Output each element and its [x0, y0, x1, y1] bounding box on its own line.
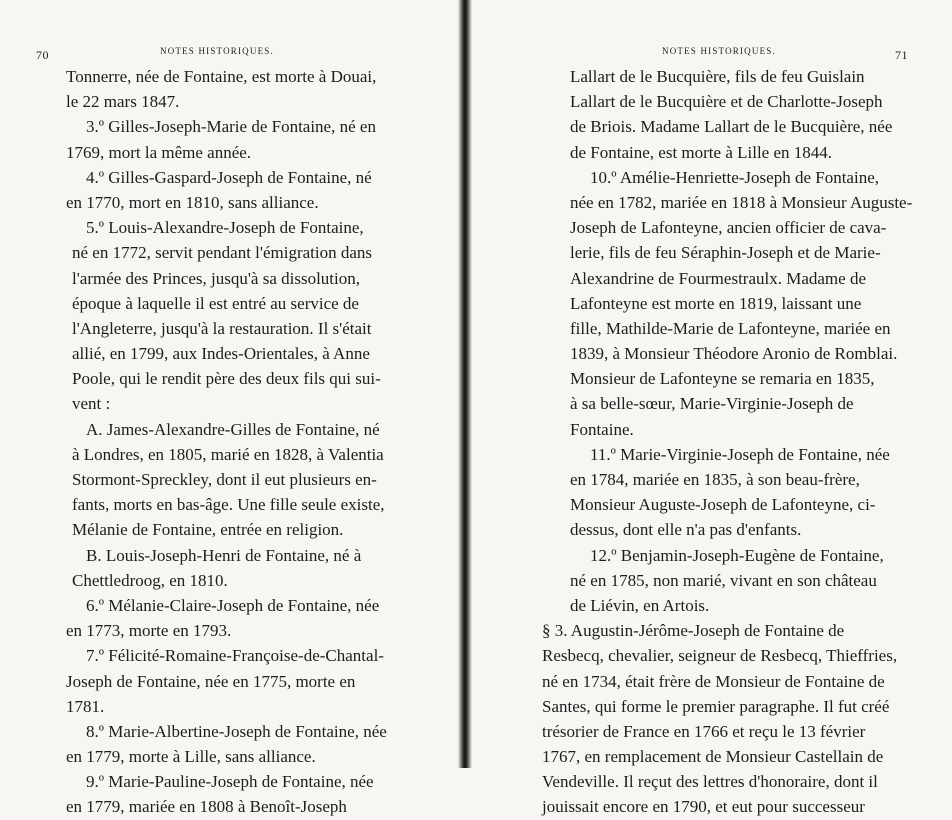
- text-line: Fontaine.: [570, 419, 634, 439]
- text-line: 1781.: [66, 696, 105, 716]
- text-line: 5.º Louis-Alexandre-Joseph de Fontaine,: [86, 218, 364, 238]
- text-line: Lafonteyne est morte en 1819, laissant une: [570, 293, 862, 313]
- right-page: [470, 0, 952, 817]
- running-head: NOTES HISTORIQUES.: [662, 46, 776, 56]
- text-line: 12.º Benjamin-Joseph-Eugène de Fontaine,: [590, 545, 884, 565]
- text-line: 4.º Gilles-Gaspard-Joseph de Fontaine, né: [86, 167, 372, 187]
- text-line: B. Louis-Joseph-Henri de Fontaine, né à: [86, 545, 362, 565]
- text-line: 1767, en remplacement de Monsieur Castellain de: [542, 747, 884, 767]
- text-line: trésorier de France en 1766 et reçu le 13 février: [542, 721, 866, 741]
- text-line: fille, Mathilde-Marie de Lafonteyne, mariée en: [570, 318, 891, 338]
- text-line: Lallart de le Bucquière, fils de feu Guislain: [570, 67, 865, 86]
- text-line: allié, en 1799, aux Indes-Orientales, à Anne: [72, 344, 370, 364]
- text-line: en 1770, mort en 1810, sans alliance.: [66, 192, 319, 212]
- text-line: né en 1734, était frère de Monsieur de Fontaine de: [542, 671, 885, 691]
- text-line: Santes, qui forme le premier paragraphe. Il fut créé: [542, 696, 890, 716]
- text-line: en 1784, mariée en 1835, à son beau-frère,: [570, 470, 860, 489]
- text-line: de Fontaine, est morte à Lille en 1844.: [570, 142, 833, 162]
- text-line: Vendeville. Il reçut des lettres d'honoraire, dont il: [542, 772, 878, 792]
- text-block: [542, 64, 913, 820]
- text-line: 11.º Marie-Virginie-Joseph de Fontaine, née: [590, 444, 890, 464]
- text-line: 8.º Marie-Albertine-Joseph de Fontaine, née: [86, 721, 387, 741]
- text-line: jouissait encore en 1790, et eut pour successeur: [542, 797, 865, 817]
- text-line: Tonnerre, née de Fontaine, est morte à Douai,: [66, 67, 377, 86]
- text-line: à sa belle-sœur, Marie-Virginie-Joseph de: [570, 394, 854, 414]
- text-line: Stormont-Spreckley, dont il eut plusieurs en-: [72, 470, 377, 489]
- text-line: époque à laquelle il est entré au service de: [72, 293, 359, 313]
- text-line: fants, morts en bas-âge. Une fille seule existe,: [72, 495, 385, 515]
- left-page: [0, 0, 462, 817]
- text-line: de Briois. Madame Lallart de le Bucquière, née: [570, 117, 893, 137]
- text-block: [66, 64, 387, 820]
- text-line: à Londres, en 1805, marié en 1828, à Valentia: [72, 444, 384, 464]
- text-line: née en 1782, mariée en 1818 à Monsieur Auguste-: [570, 192, 913, 212]
- text-line: Joseph de Fontaine, née en 1775, morte en: [66, 671, 356, 691]
- running-head: NOTES HISTORIQUES.: [160, 46, 274, 56]
- text-line: de Liévin, en Artois.: [570, 595, 710, 615]
- text-line: né en 1772, servit pendant l'émigration dans: [72, 243, 373, 263]
- text-line: A. James-Alexandre-Gilles de Fontaine, né: [86, 419, 380, 439]
- text-line: Lallart de le Bucquière et de Charlotte-Joseph: [570, 92, 883, 112]
- page-number: 71: [895, 48, 908, 62]
- text-line: 1769, mort la même année.: [66, 142, 252, 162]
- text-line: 6.º Mélanie-Claire-Joseph de Fontaine, née: [86, 595, 380, 615]
- text-line: en 1779, mariée en 1808 à Benoît-Joseph: [66, 797, 347, 817]
- text-line: le 22 mars 1847.: [66, 92, 180, 112]
- text-line: Mélanie de Fontaine, entrée en religion.: [72, 520, 344, 540]
- text-line: 3.º Gilles-Joseph-Marie de Fontaine, né en: [86, 117, 376, 137]
- text-line: lerie, fils de feu Séraphin-Joseph et de Marie-: [570, 243, 881, 263]
- text-line: Resbecq, chevalier, seigneur de Resbecq, Thieffries,: [542, 646, 898, 666]
- text-line: Joseph de Lafonteyne, ancien officier de cava-: [570, 218, 887, 238]
- text-line: né en 1785, non marié, vivant en son château: [570, 570, 877, 590]
- text-line: l'armée des Princes, jusqu'à sa dissolution,: [72, 268, 360, 288]
- text-line: en 1773, morte en 1793.: [66, 621, 232, 641]
- text-line: Monsieur Auguste-Joseph de Lafonteyne, ci-: [570, 495, 876, 515]
- text-line: vent :: [72, 394, 111, 414]
- text-line: Alexandrine de Fourmestraulx. Madame de: [570, 268, 866, 288]
- text-line: en 1779, morte à Lille, sans alliance.: [66, 747, 316, 767]
- text-line: 7.º Félicité-Romaine-Françoise-de-Chantal-: [86, 646, 384, 666]
- text-line: 9.º Marie-Pauline-Joseph de Fontaine, née: [86, 772, 374, 792]
- text-line: 1839, à Monsieur Théodore Aronio de Romblai.: [570, 344, 898, 364]
- text-line: Poole, qui le rendit père des deux fils qui sui-: [72, 369, 381, 389]
- page-number: 70: [36, 48, 49, 62]
- text-line: 10.º Amélie-Henriette-Joseph de Fontaine,: [590, 167, 879, 187]
- section-heading-line: § 3. Augustin-Jérôme-Joseph de Fontaine de: [542, 621, 845, 641]
- text-line: dessus, dont elle n'a pas d'enfants.: [570, 520, 802, 540]
- text-line: Monsieur de Lafonteyne se remaria en 1835,: [570, 369, 875, 389]
- text-line: Chettledroog, en 1810.: [72, 570, 228, 590]
- text-line: l'Angleterre, jusqu'à la restauration. Il s'était: [72, 318, 372, 338]
